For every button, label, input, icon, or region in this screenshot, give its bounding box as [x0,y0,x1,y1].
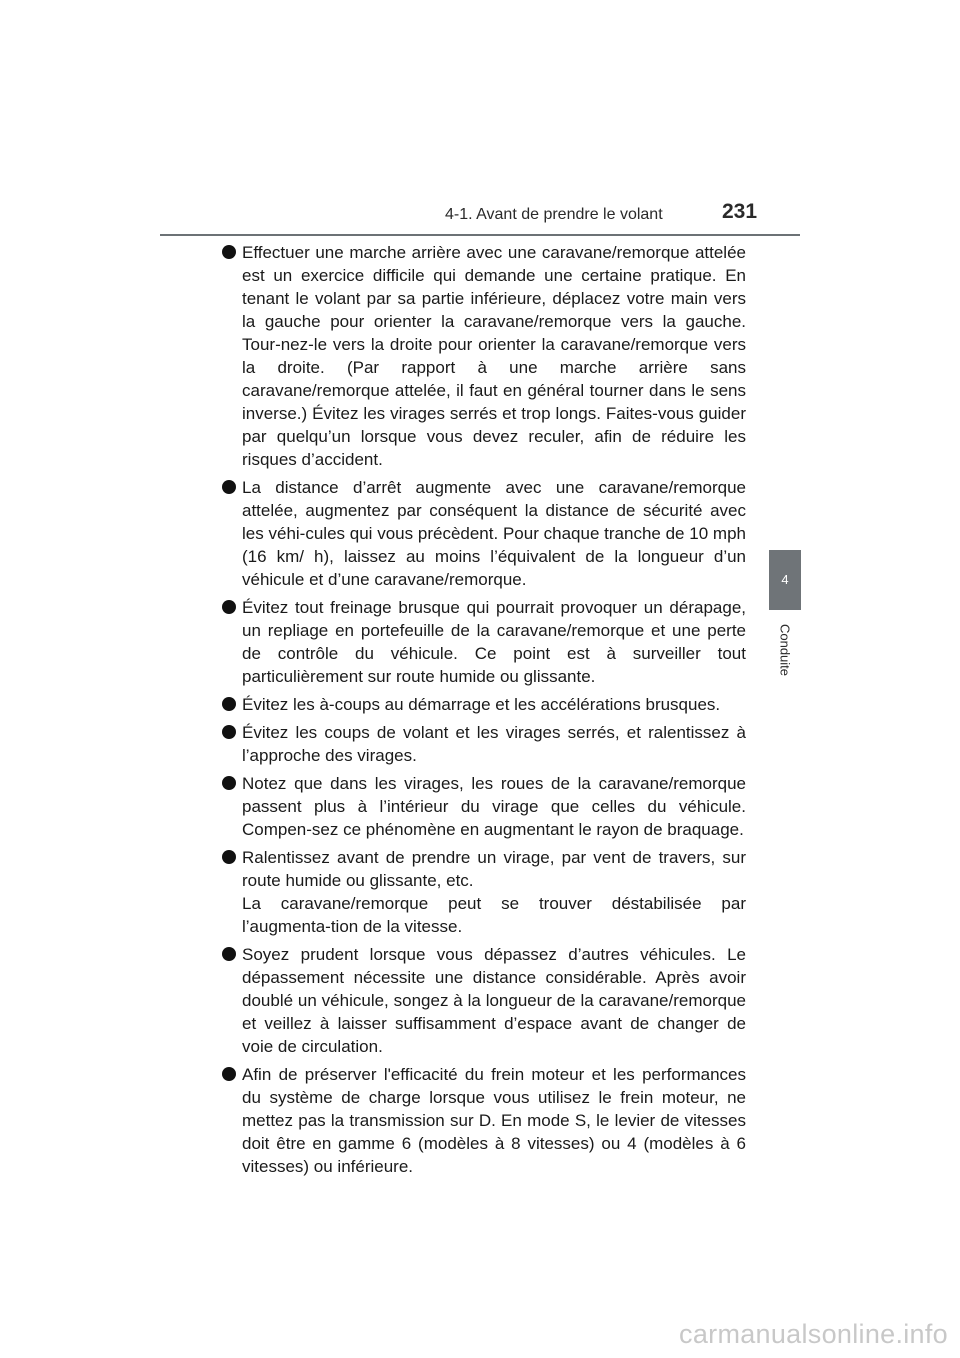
list-item [160,241,746,471]
list-item [160,943,746,1058]
item-text: Effectuer une marche arrière avec une caravane/remorque attelée est un exercice difficile qui demande une certaine pratique. En tenant le volant par sa partie inférieure, déplacez votre main vers la gauche pour orienter la caravane/remorque vers la gauche. Tour-nez-le vers la droite pour orienter la caravane/remorque vers la droite. (Par rapport à une marche arrière sans caravane/remorque attelée, il faut en général tourner dans le sens inverse.) Évitez les virages serrés et trop longs. Faites-vous guider par quelqu’un lorsque vous devez reculer, afin de réduire les risques d’accident. [242,243,746,469]
chapter-number: 4 [781,572,789,587]
instruction-list [160,241,746,1183]
page-number: 231 [722,200,758,223]
bullet-icon [222,850,236,864]
item-text: Notez que dans les virages, les roues de la caravane/remorque passent plus à l’intérieur du virage que celles du véhicule. Compen-sez ce phénomène en augmentant le rayon de braquage. [242,774,746,839]
list-item [160,693,746,716]
watermark: carmanualsonline.info [679,1319,948,1349]
bullet-icon [222,947,236,961]
item-text: Évitez les coups de volant et les virages serrés, et ralentissez à l’approche des virages. [242,723,746,765]
item-text: La distance d’arrêt augmente avec une caravane/remorque attelée, augmentez par conséquent la distance de sécurité avec les véhi-cules qui vous précèdent. Pour chaque tranche de 10 mph (16 km/ h), laissez au moins l’équivalent de la longueur d’un véhicule et d’une caravane/remorque. [242,478,746,589]
list-item [160,1063,746,1178]
list-item [160,596,746,688]
list-item [160,846,746,938]
item-text-continuation: La caravane/remorque peut se trouver déstabilisée par l’augmenta-tion de la vitesse. [242,894,746,936]
item-text: Ralentissez avant de prendre un virage, par vent de travers, sur route humide ou glissante, etc. [242,848,746,890]
bullet-icon [222,600,236,614]
item-text: Afin de préserver l'efficacité du frein moteur et les performances du système de charge lorsque vous utilisez le frein moteur, ne mettez pas la transmission sur D. En mode S, le levier de vitesses doit être en gamme 6 (modèles à 8 vitesses) ou 4 (modèles à 6 vitesses) ou inférieure. [242,1065,746,1176]
item-text: Soyez prudent lorsque vous dépassez d’autres véhicules. Le dépassement nécessite une distance considérable. Après avoir doublé un véhicule, songez à la longueur de la caravane/remorque et veillez à laisser suffisamment d’espace avant de changer de voie de circulation. [242,945,746,1056]
bullet-icon [222,725,236,739]
chapter-tab [769,550,801,610]
bullet-icon [222,480,236,494]
list-item [160,721,746,767]
bullet-icon [222,245,236,259]
list-item [160,476,746,591]
bullet-icon [222,776,236,790]
chapter-label-container [775,620,795,680]
chapter-label: Conduite [777,623,793,677]
bullet-icon [222,1067,236,1081]
item-text: Évitez tout freinage brusque qui pourrait provoquer un dérapage, un repliage en portefeuille de la caravane/remorque et une perte de contrôle du véhicule. Ce point est à surveiller tout particulièrement sur route humide ou glissante. [242,598,746,686]
bullet-icon [222,697,236,711]
item-text: Évitez les à-coups au démarrage et les accélérations brusques. [242,695,721,714]
list-item [160,772,746,841]
page-header [160,200,800,236]
section-title: 4-1. Avant de prendre le volant [445,206,663,223]
